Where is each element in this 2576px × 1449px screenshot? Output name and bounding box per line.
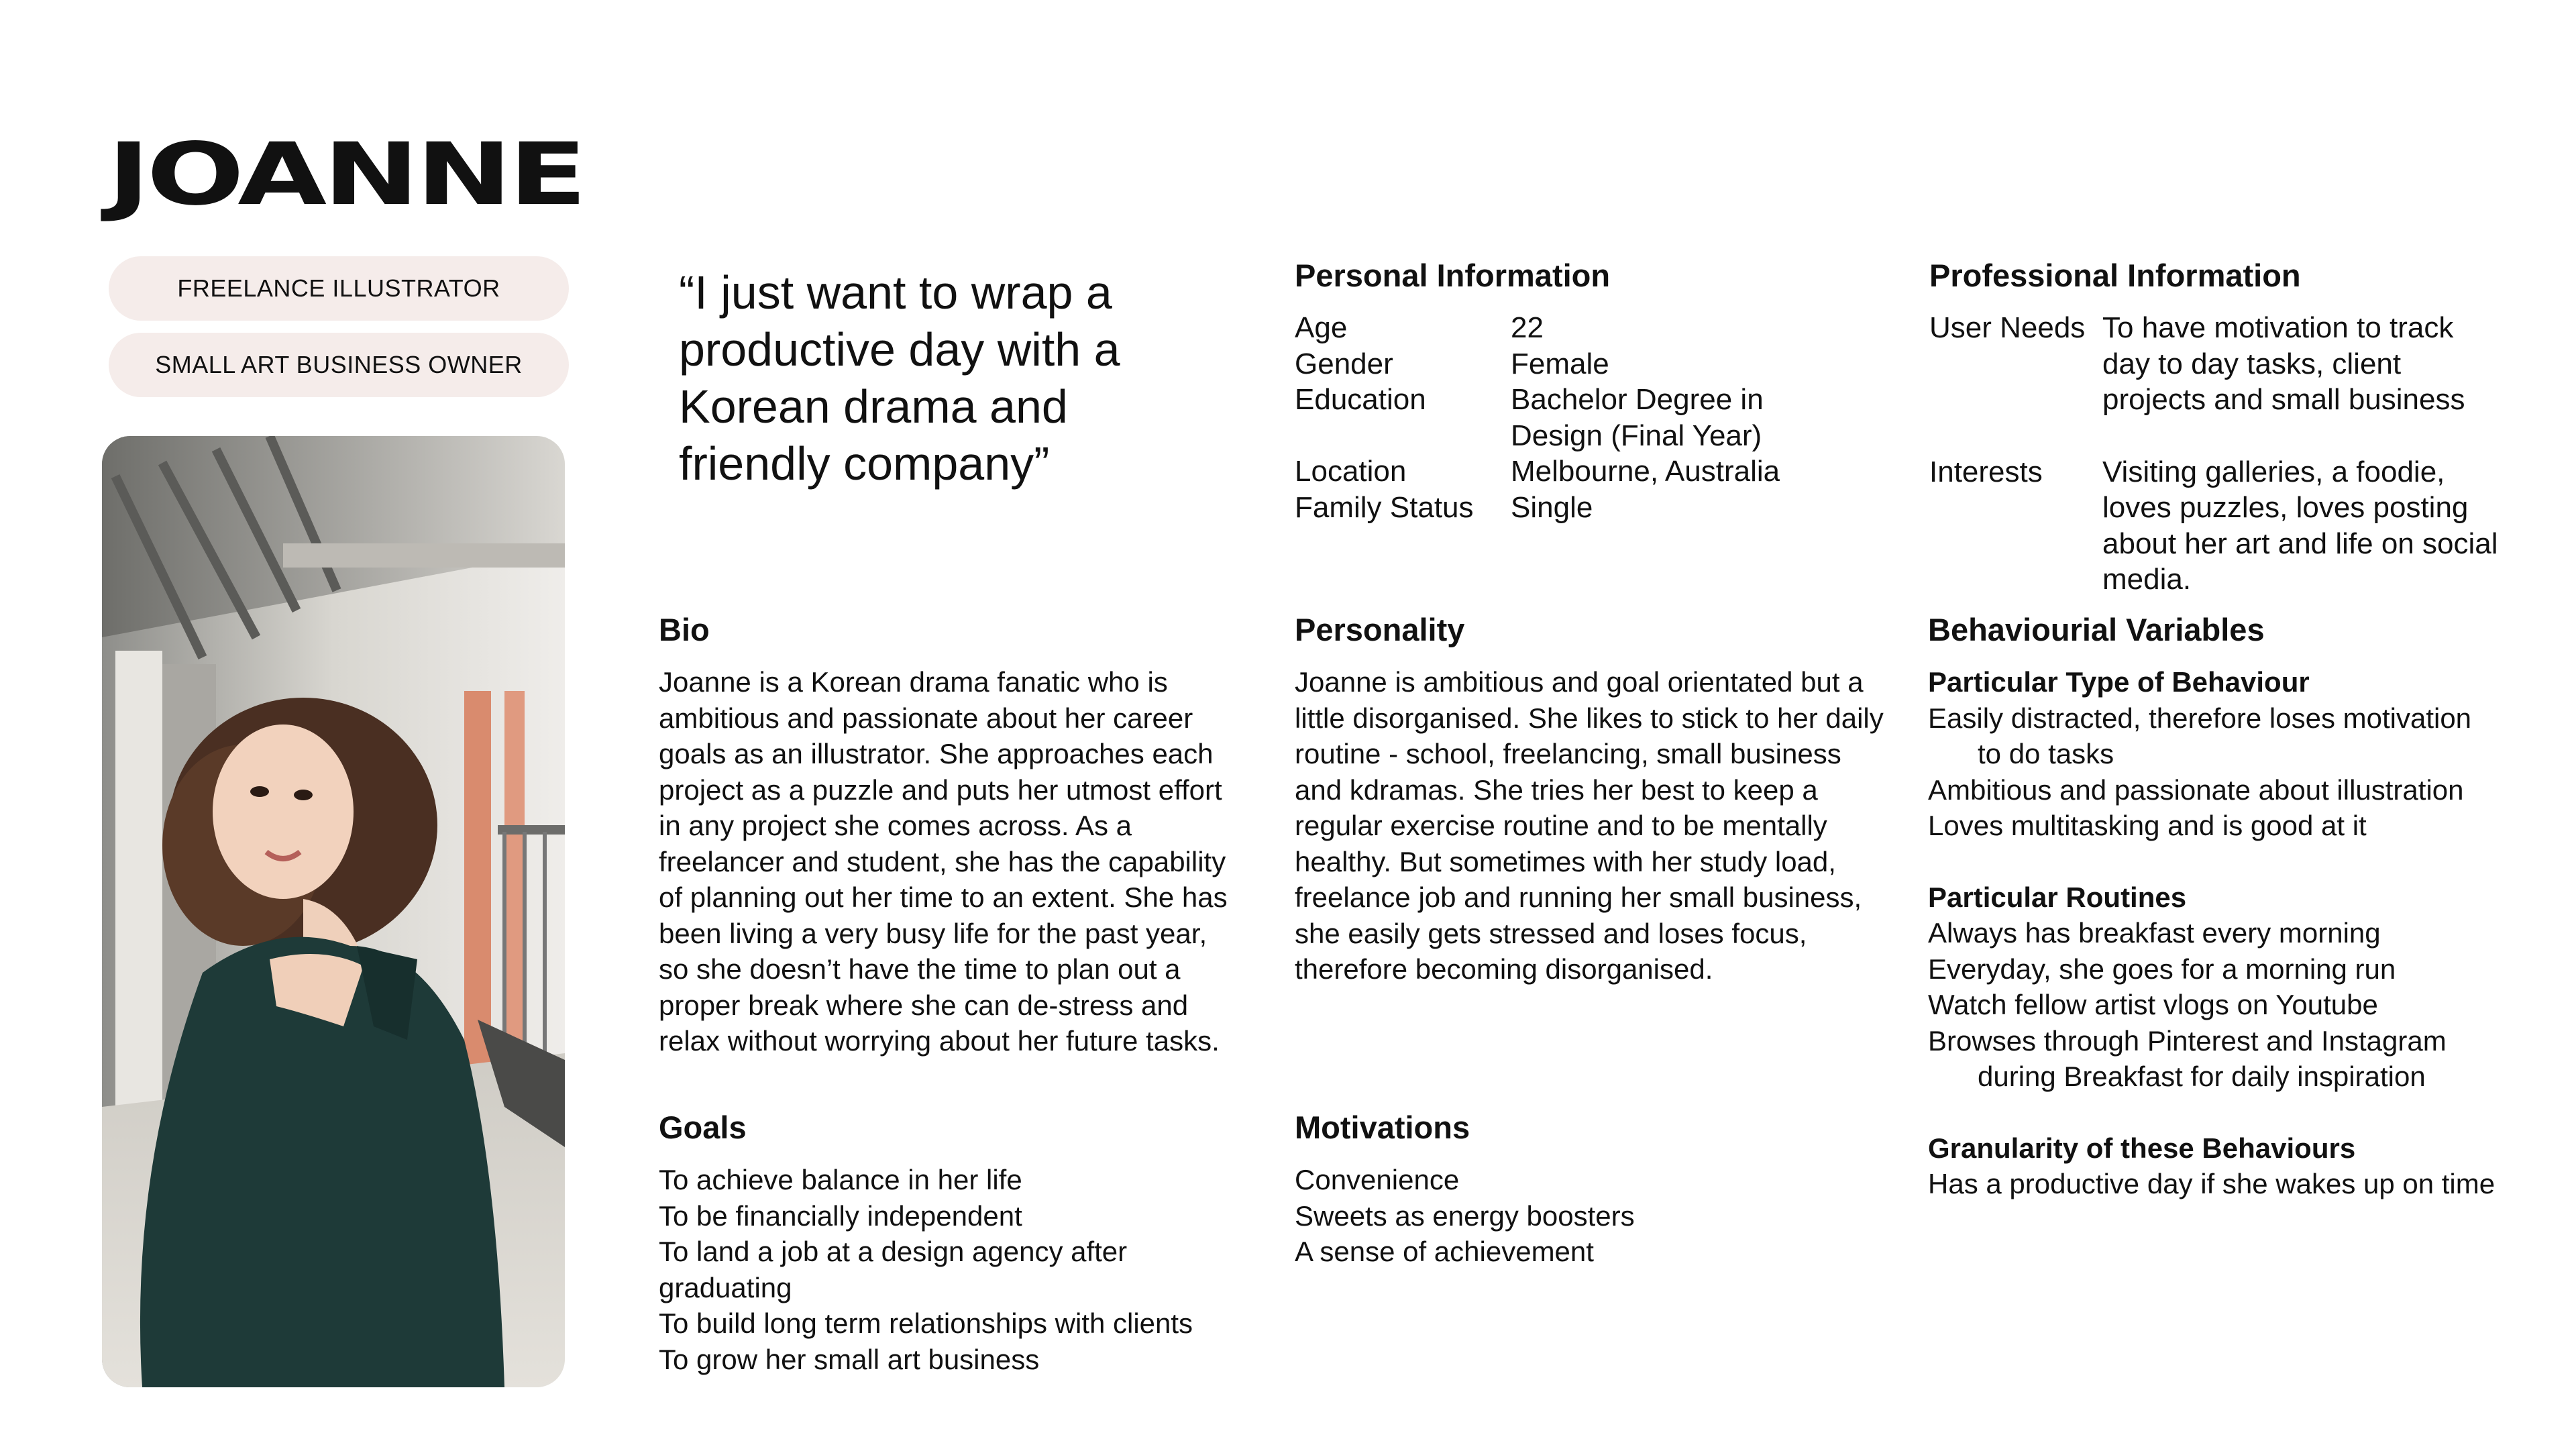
section-title: Goals [659, 1110, 747, 1145]
motivation-item: Convenience [1295, 1164, 1460, 1195]
list-item: Everyday, she goes for a morning run [1928, 953, 2396, 985]
list-item: during Breakfast for daily inspiration [1978, 1061, 2426, 1092]
goal-item: To grow her small art business [659, 1343, 1040, 1375]
role-tag-label: SMALL ART BUSINESS OWNER [155, 351, 523, 378]
info-label: Gender [1295, 347, 1393, 380]
section-title: Professional Information [1929, 258, 2301, 293]
info-value: Female [1511, 347, 1609, 380]
personality-section [1295, 610, 1885, 987]
granularity-title: Granularity of these Behaviours [1928, 1132, 2356, 1164]
role-tag-small-art-business-owner [109, 333, 569, 397]
info-label: Location [1295, 455, 1407, 488]
behavioural-variables-section [1928, 610, 2532, 1202]
professional-information-section [1929, 256, 2520, 598]
persona-quote: “I just want to wrap a productive day with a Korean drama and friendly company” [679, 266, 1120, 490]
info-label: User Needs [1929, 311, 2086, 344]
list-item: Browses through Pinterest and Instagram [1928, 1024, 2447, 1057]
info-row-education [1295, 382, 1858, 453]
persona-portrait-photo [102, 436, 565, 1387]
info-label: Education [1295, 383, 1426, 416]
section-title: Personality [1295, 612, 1465, 647]
motivation-item: A sense of achievement [1295, 1236, 1594, 1267]
info-row-age [1295, 310, 1858, 346]
goal-item: To achieve balance in her life [659, 1164, 1022, 1195]
info-label: Family Status [1295, 490, 1474, 524]
info-value: Single [1511, 490, 1593, 524]
info-value: 22 [1511, 311, 1544, 344]
section-title: Behaviourial Variables [1928, 612, 2265, 647]
behaviour-type-title: Particular Type of Behaviour [1928, 666, 2310, 698]
section-title: Personal Information [1295, 258, 1611, 293]
info-value: To have motivation to track day to day tasks, client projects and small business [2102, 311, 2465, 416]
info-value: Bachelor Degree in Design (Final Year) [1511, 383, 1764, 452]
list-item: Easily distracted, therefore loses motivation [1928, 702, 2472, 734]
goals-section [659, 1108, 1236, 1377]
bio-section [659, 610, 1236, 1059]
motivation-item: Sweets as energy boosters [1295, 1199, 1635, 1232]
role-tag-freelance-illustrator [109, 256, 569, 321]
pro-row-interests [1929, 454, 2520, 598]
info-row-location [1295, 453, 1858, 490]
portrait-photo-icon [102, 436, 565, 1387]
info-row-family-status [1295, 490, 1858, 526]
section-title: Bio [659, 612, 710, 647]
personal-information-section [1295, 256, 1858, 525]
role-tag-label: FREELANCE ILLUSTRATOR [177, 274, 500, 302]
routines-title: Particular Routines [1928, 881, 2187, 913]
goal-item: To land a job at a design agency after graduating [659, 1236, 1128, 1303]
personality-text: Joanne is ambitious and goal orientated but a little disorganised. She likes to stick to her daily routine - school, freelancing, small business and kdramas. She tries her best to keep a regular exercise routine and to be mentally healthy. But sometimes with her study load, freelance job and running her small business, she easily gets stressed and loses focus, therefore becoming disorganised. [1295, 666, 1884, 985]
info-row-gender [1295, 346, 1858, 382]
info-label: Interests [1929, 455, 2043, 488]
persona-name: JOANNE [107, 125, 584, 225]
list-item: Ambitious and passionate about illustration [1928, 773, 2464, 806]
bio-text: Joanne is a Korean drama fanatic who is ambitious and passionate about her career goals as an illustrator. She approaches each project as a puzzle and puts her utmost effort in any project she comes across. As a freelancer and student, she has the capability of planning out her time to an extent. She has been living a very busy life for the past year, so she doesn’t have the time to plan out a proper break where she can de-stress and relax without worrying about her future tasks. [659, 666, 1228, 1057]
list-item: Loves multitasking and is good at it [1928, 810, 2367, 841]
info-value: Melbourne, Australia [1511, 455, 1780, 488]
section-title: Motivations [1295, 1110, 1470, 1145]
list-item: Always has breakfast every morning [1928, 917, 2381, 949]
info-label: Age [1295, 311, 1348, 344]
goal-item: To be financially independent [659, 1199, 1022, 1232]
motivations-section [1295, 1108, 1885, 1270]
list-item: Watch fellow artist vlogs on Youtube [1928, 989, 2378, 1020]
list-item: Has a productive day if she wakes up on time [1928, 1168, 2496, 1199]
goal-item: To build long term relationships with clients [659, 1307, 1193, 1339]
list-item: to do tasks [1978, 738, 2114, 769]
info-value: Visiting galleries, a foodie, loves puzzles, loves posting about her art and life on social media. [2102, 455, 2498, 596]
pro-row-user-needs [1929, 310, 2520, 418]
